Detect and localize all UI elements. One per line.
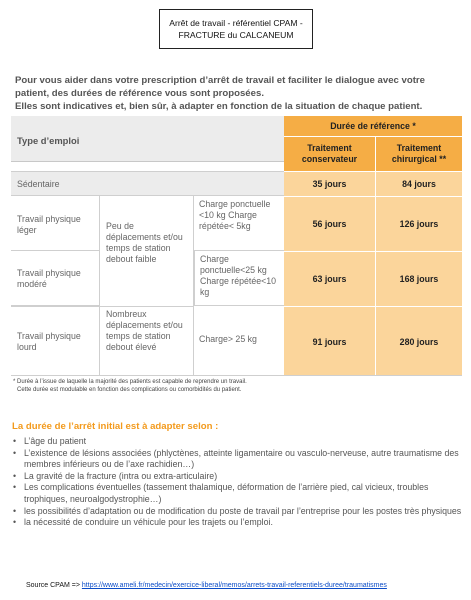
list-item-text: La gravité de la fracture (intra ou extra-articulaire)	[24, 470, 218, 481]
row-sedentaire-conservative	[284, 171, 376, 196]
header-conservative-cell	[284, 137, 376, 171]
row-lourd-load-cell	[194, 306, 284, 376]
row-modere-label: Travail physique modéré	[17, 268, 81, 289]
row-lourd-surgical	[376, 306, 462, 376]
row-lourd-label: Travail physique lourd	[17, 331, 81, 352]
footnote-line1: * Durée à l’issue de laquelle la majorité des patients est capable de reprendre un travail.	[13, 379, 247, 385]
row-leger-condition-cell	[100, 196, 194, 306]
list-item-text: Les complications éventuelles (tassement thalamique, déformation de l’arrière pied, cal vicieux, troubles trophiques, neuroalgodystrophie…)	[24, 482, 429, 504]
source-link[interactable]: https://www.ameli.fr/medecin/exercice-liberal/memos/arrets-travail-referentiels-duree/traumatismes	[81, 582, 387, 589]
header-type-label: Type d’emploi	[17, 135, 80, 146]
row-modere-load-cell	[194, 251, 284, 306]
list-item	[12, 436, 462, 448]
row-lourd-condition: Nombreux déplacements et/ou temps de station debout élevé	[106, 309, 183, 352]
reference-duration-table	[11, 116, 462, 376]
row-sedentaire-label: Sédentaire	[17, 179, 60, 189]
row-leger-surgical-value: 126 jours	[399, 219, 439, 229]
row-leger-surgical	[376, 196, 462, 251]
header-duration-label: Durée de référence *	[330, 121, 416, 131]
row-lourd-conservative-value: 91 jours	[312, 336, 347, 347]
list-item-text: L’âge du patient	[24, 436, 87, 446]
row-sedentaire-surgical-value: 84 jours	[402, 179, 436, 189]
list-item	[12, 517, 462, 529]
row-leger-load: Charge ponctuelle <10 kg Charge répétée< 5kg	[199, 199, 271, 231]
adapt-section-title: La durée de l’arrêt initial est à adapter selon :	[12, 421, 219, 432]
bullet-icon: •	[13, 517, 17, 528]
row-lourd-load: Charge> 25 kg	[199, 334, 257, 344]
row-leger-conservative-value: 56 jours	[312, 219, 347, 229]
document-title-line1: Arrêt de travail - référentiel CPAM -	[169, 18, 303, 28]
document-title-box	[159, 9, 313, 49]
intro-line1: Pour vous aider dans votre prescription d’arrêt de travail et faciliter le dialogue avec votre	[15, 75, 426, 86]
row-lourd-label-cell	[11, 306, 100, 376]
list-item	[12, 482, 462, 505]
row-leger-condition: Peu de déplacements et/ou temps de station debout faible	[106, 221, 183, 264]
row-lourd-condition-cell	[100, 306, 194, 376]
header-duration-cell	[284, 116, 462, 137]
row-modere-load: Charge ponctuelle<25 kg Charge répétée<10 kg	[200, 254, 277, 297]
row-sedentaire-surgical	[376, 171, 462, 196]
row-sedentaire-label-cell	[11, 171, 284, 196]
header-type-cell	[11, 116, 284, 162]
list-item	[12, 448, 462, 471]
row-leger-label-cell	[11, 196, 100, 251]
bullet-icon: •	[13, 436, 17, 446]
document-title-line2: FRACTURE du CALCANEUM	[178, 30, 294, 40]
intro-line3: Elles sont indicatives et, bien sûr, à adapter en fonction de la situation de chaque patient.	[15, 101, 423, 112]
list-item	[12, 506, 462, 518]
bullet-icon: •	[13, 470, 17, 481]
row-modere-label-cell	[11, 251, 100, 306]
footnote-line2: Cette durée est modulable en fonction des complications ou comorbidités du patient.	[17, 387, 242, 393]
list-item	[12, 471, 462, 483]
header-surgical-label: Traitement chirurgical **	[391, 143, 447, 164]
row-leger-conservative	[284, 196, 376, 251]
bullet-icon: •	[13, 505, 17, 516]
adapt-criteria-list	[12, 436, 462, 529]
bullet-icon: •	[13, 482, 17, 493]
table-bottom-rule	[11, 375, 462, 376]
header-surgical-cell	[376, 137, 462, 171]
bullet-icon: •	[13, 447, 17, 458]
list-item-text: la nécessité de conduire un véhicule pour les trajets ou l’emploi.	[24, 517, 273, 528]
header-conservative-label: Traitement conservateur	[301, 143, 358, 164]
source-line	[26, 582, 387, 589]
row-leger-label: Travail physique léger	[17, 214, 81, 235]
row-sedentaire-conservative-value: 35 jours	[312, 179, 347, 189]
list-item-text: les possibilités d’adaptation ou de modification du poste de travail par l’entreprise pour les postes très physiques	[24, 505, 462, 516]
row-modere-surgical	[376, 251, 462, 306]
row-lourd-surgical-value: 280 jours	[399, 336, 439, 347]
row-leger-load-cell	[194, 196, 284, 251]
source-label: Source CPAM =>	[26, 582, 80, 589]
intro-paragraph	[15, 74, 460, 113]
table-footnote	[13, 378, 458, 394]
row-modere-conservative	[284, 251, 376, 306]
row-modere-surgical-value: 168 jours	[399, 274, 439, 284]
row-lourd-conservative	[284, 306, 376, 376]
intro-line2: patient, des durées de référence vous sont proposées.	[15, 88, 264, 99]
list-item-text: L’existence de lésions associées (phlyctènes, atteinte ligamentaire ou vasculo-nerveuse, autre traumatisme des membres inférieurs ou de l’axe rachidien…)	[24, 447, 459, 470]
row-modere-conservative-value: 63 jours	[312, 274, 347, 284]
